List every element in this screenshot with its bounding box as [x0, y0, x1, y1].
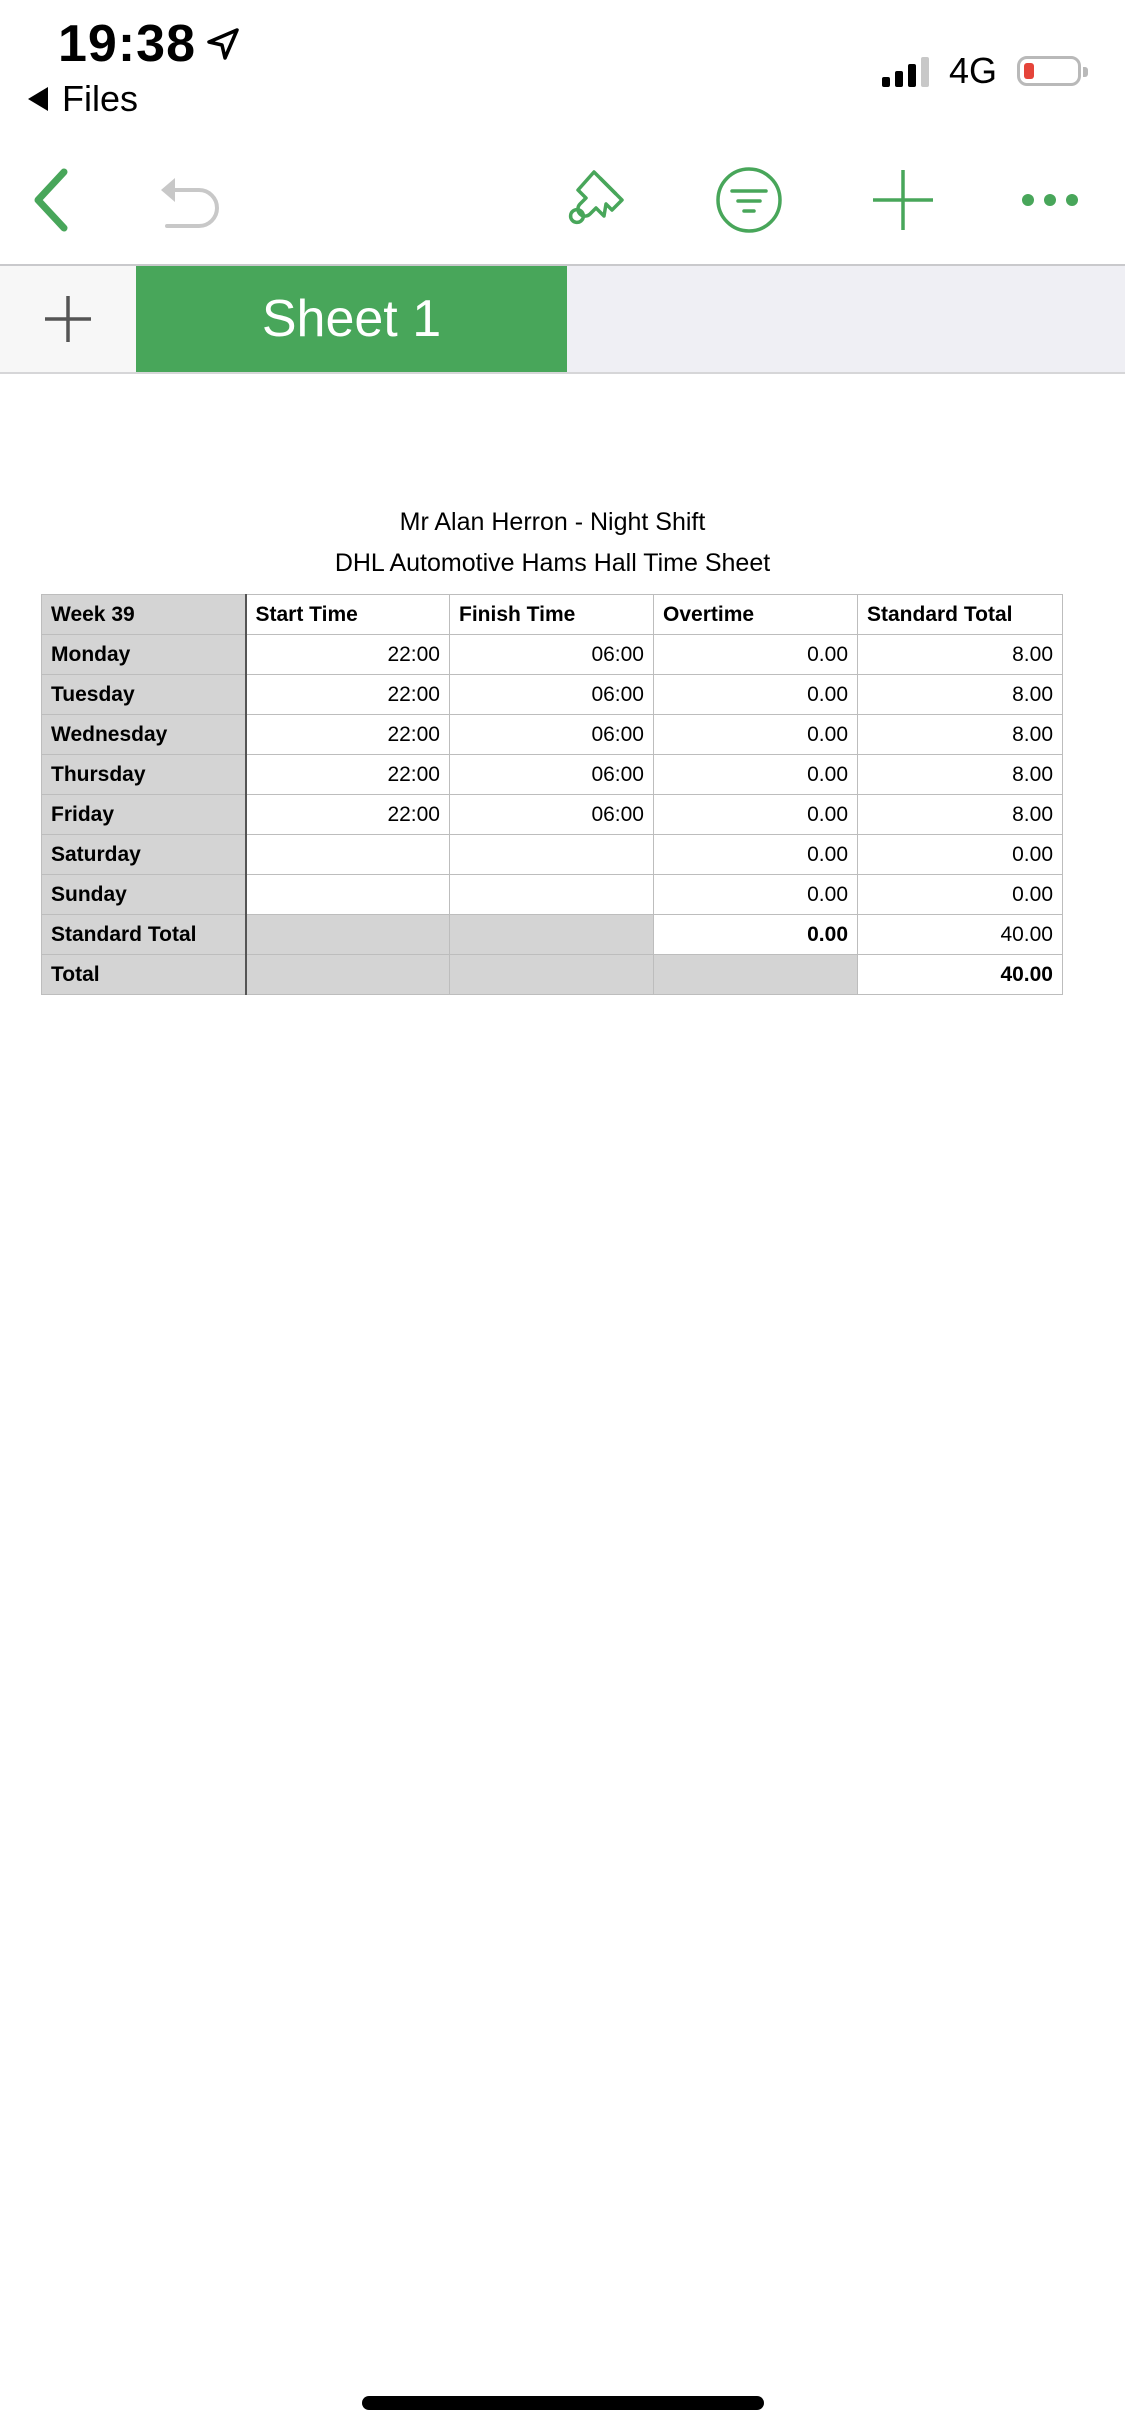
table-cell[interactable]: 22:00	[246, 675, 450, 715]
paintbrush-icon	[560, 164, 632, 236]
cellular-signal-icon	[882, 55, 929, 87]
table-row	[42, 715, 1063, 755]
table-row	[42, 635, 1063, 675]
header-cell[interactable]: Standard Total	[858, 595, 1063, 635]
undo-icon	[153, 170, 227, 230]
row-label-cell[interactable]: Sunday	[42, 875, 246, 915]
header-row	[42, 595, 1063, 635]
table-cell[interactable]: 0.00	[654, 755, 858, 795]
row-label-cell[interactable]: Standard Total	[42, 915, 246, 955]
timesheet-table	[41, 594, 1063, 995]
sheet-title: Mr Alan Herron - Night Shift	[399, 508, 706, 536]
table-cell[interactable]: 8.00	[858, 635, 1063, 675]
table-cell[interactable]: 0.00	[654, 875, 858, 915]
row-label-cell[interactable]: Saturday	[42, 835, 246, 875]
table-cell[interactable]	[450, 835, 654, 875]
table-cell[interactable]: 06:00	[450, 635, 654, 675]
header-cell[interactable]: Start Time	[246, 595, 450, 635]
location-arrow-icon	[206, 27, 240, 61]
table-cell[interactable]: 06:00	[450, 755, 654, 795]
status-time: 19:38	[58, 14, 240, 74]
table-cell[interactable]: 22:00	[246, 795, 450, 835]
table-cell[interactable]: 8.00	[858, 755, 1063, 795]
add-sheet-button[interactable]	[0, 266, 136, 372]
table-cell[interactable]: 0.00	[654, 715, 858, 755]
table-cell[interactable]: 22:00	[246, 715, 450, 755]
table-cell[interactable]: 0.00	[858, 835, 1063, 875]
row-label-cell[interactable]: Friday	[42, 795, 246, 835]
plus-icon	[43, 294, 93, 344]
back-button[interactable]	[14, 150, 86, 250]
tab-sheet-1[interactable]: Sheet 1	[136, 266, 567, 372]
table-row	[42, 675, 1063, 715]
battery-icon	[1017, 56, 1081, 86]
sheet-tabs-bar	[0, 266, 1125, 372]
header-cell[interactable]: Finish Time	[450, 595, 654, 635]
back-to-files-button[interactable]: Files	[28, 78, 138, 120]
table-cell[interactable]	[246, 835, 450, 875]
filter-button[interactable]	[709, 150, 789, 250]
chevron-left-icon	[28, 166, 72, 234]
standard-total-cell[interactable]: 40.00	[858, 915, 1063, 955]
row-label-cell[interactable]: Wednesday	[42, 715, 246, 755]
table-cell[interactable]: 8.00	[858, 795, 1063, 835]
total-row	[42, 955, 1063, 995]
table-cell[interactable]: 0.00	[858, 875, 1063, 915]
table-cell[interactable]: 06:00	[450, 795, 654, 835]
network-type: 4G	[948, 50, 997, 91]
row-label-cell[interactable]: Tuesday	[42, 675, 246, 715]
empty-cell[interactable]	[246, 955, 450, 995]
more-button[interactable]	[1010, 150, 1090, 250]
header-cell[interactable]: Week 39	[42, 595, 246, 635]
empty-cell[interactable]	[654, 955, 858, 995]
header-cell[interactable]: Overtime	[654, 595, 858, 635]
sheet-subtitle: DHL Automotive Hams Hall Time Sheet	[334, 549, 771, 577]
ellipsis-icon	[1020, 192, 1080, 208]
table-cell[interactable]: 06:00	[450, 675, 654, 715]
format-button[interactable]	[556, 150, 636, 250]
overtime-total-cell[interactable]: 0.00	[654, 915, 858, 955]
table-cell[interactable]	[246, 875, 450, 915]
standard-total-row	[42, 915, 1063, 955]
table-cell[interactable]: 22:00	[246, 755, 450, 795]
table-cell[interactable]: 8.00	[858, 715, 1063, 755]
table-cell[interactable]: 0.00	[654, 835, 858, 875]
empty-cell[interactable]	[450, 915, 654, 955]
toolbar	[0, 150, 1125, 262]
undo-button[interactable]	[150, 150, 230, 250]
empty-cell[interactable]	[450, 955, 654, 995]
back-triangle-icon	[28, 87, 48, 111]
status-indicators	[882, 50, 1081, 92]
home-indicator[interactable]	[362, 2396, 764, 2410]
table-cell[interactable]	[450, 875, 654, 915]
empty-cell[interactable]	[246, 915, 450, 955]
plus-icon	[871, 168, 935, 232]
tabs-divider	[0, 372, 1125, 374]
row-label-cell[interactable]: Thursday	[42, 755, 246, 795]
table-row	[42, 835, 1063, 875]
filter-icon	[714, 165, 784, 235]
grand-total-cell[interactable]: 40.00	[858, 955, 1063, 995]
table-row	[42, 875, 1063, 915]
table-cell[interactable]: 0.00	[654, 675, 858, 715]
table-row	[42, 755, 1063, 795]
table-row	[42, 795, 1063, 835]
table-cell[interactable]: 06:00	[450, 715, 654, 755]
row-label-cell[interactable]: Total	[42, 955, 246, 995]
add-button[interactable]	[863, 150, 943, 250]
row-label-cell[interactable]: Monday	[42, 635, 246, 675]
table-cell[interactable]: 8.00	[858, 675, 1063, 715]
table-cell[interactable]: 0.00	[654, 635, 858, 675]
table-cell[interactable]: 0.00	[654, 795, 858, 835]
table-cell[interactable]: 22:00	[246, 635, 450, 675]
